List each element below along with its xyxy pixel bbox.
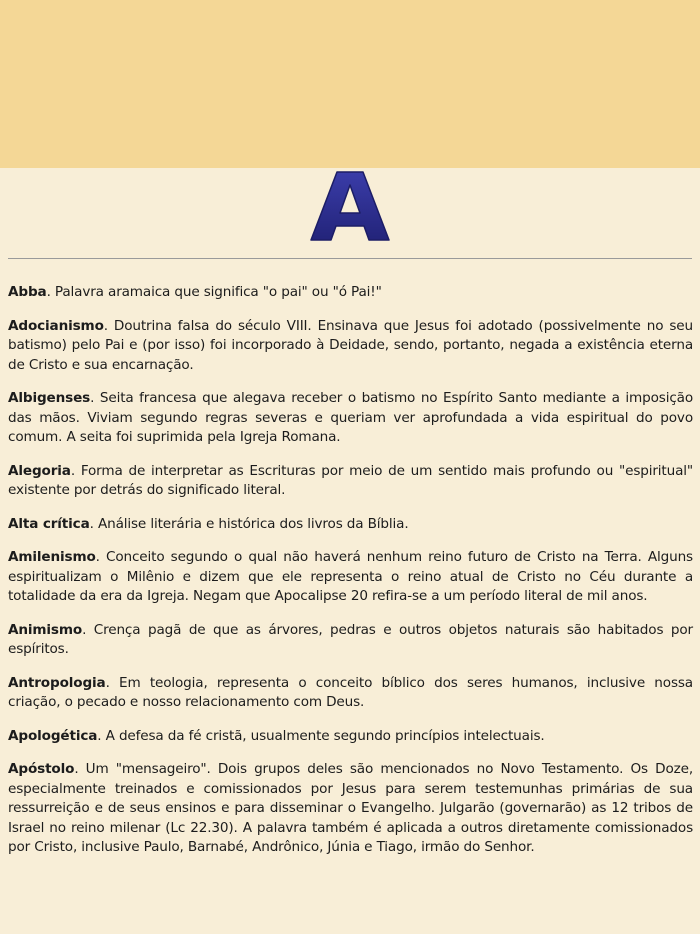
- glossary-entry-antropologia: [8, 674, 693, 713]
- entry-definition: . Forma de interpretar as Escrituras por meio de um sentido mais profundo ou "espiritual" existente por detrás do significado literal.: [8, 462, 693, 498]
- glossary-entry-alta-critica: [8, 515, 693, 535]
- entry-definition: . Crença pagã de que as árvores, pedras e outros objetos naturais são habitados por espíritos.: [8, 621, 693, 657]
- entry-term: Abba: [8, 284, 47, 300]
- glossary-entry-alegoria: [8, 462, 693, 501]
- header-band: [0, 0, 700, 168]
- entry-definition: . A defesa da fé cristã, usualmente segundo princípios intelectuais.: [97, 727, 545, 744]
- glossary-entry-apostolo: [8, 760, 693, 858]
- entry-definition: . Seita francesa que alegava receber o batismo no Espírito Santo mediante a imposição das mãos. Viviam segundo regras severas e queriam ver aprofundada a vida espiritual do povo comum. A seita foi suprimida pela Igreja Romana.: [8, 390, 693, 445]
- glossary-entry-abba: [8, 283, 693, 303]
- entry-definition: . Doutrina falsa do século VIII. Ensinava que Jesus foi adotado (possivelmente no seu batismo) pelo Pai e (por isso) foi incorporado à Deidade, sendo, portanto, negada a existência eterna de Cristo e sua encarnação.: [8, 317, 693, 373]
- entry-term: Alegoria: [8, 462, 71, 479]
- glossary-entry-animismo: [8, 621, 693, 660]
- entry-definition: . Análise literária e histórica dos livros da Bíblia.: [89, 515, 409, 532]
- section-letter-a: [310, 171, 390, 241]
- entry-term: Apologética: [8, 727, 98, 744]
- entry-term: Animismo: [8, 621, 83, 638]
- entry-term: Antropologia: [8, 674, 106, 691]
- entry-definition: . Palavra aramaica que significa "o pai" ou "ó Pai!": [46, 284, 382, 300]
- entry-definition: . Conceito segundo o qual não haverá nenhum reino futuro de Cristo na Terra. Alguns espiritualizam o Milênio e dizem que ele representa o reino atual de Cristo no Céu durante a totalidade da era da Igreja. Negam que Apocalipse 20 refira-se a um período literal de mil anos.: [8, 549, 693, 604]
- entry-term: Albigenses: [8, 390, 91, 406]
- section-letter-container: [0, 168, 700, 258]
- header-divider: [8, 258, 692, 259]
- glossary-list: [8, 283, 693, 872]
- glossary-entry-albigenses: [8, 389, 693, 448]
- entry-term: Alta crítica: [8, 515, 90, 532]
- entry-definition: . Em teologia, representa o conceito bíblico dos seres humanos, inclusive nossa criação, o pecado e nosso relacionamento com Deus.: [8, 674, 693, 710]
- glossary-entry-amilenismo: [8, 548, 693, 607]
- entry-term: Adocianismo: [8, 317, 104, 334]
- entry-term: Apóstolo: [8, 761, 75, 777]
- glossary-entry-apologetica: [8, 727, 693, 747]
- entry-term: Amilenismo: [8, 549, 96, 565]
- glossary-entry-adocianismo: [8, 317, 693, 376]
- entry-definition: . Um "mensageiro". Dois grupos deles são mencionados no Novo Testamento. Os Doze, especialmente treinados e comissionados por Jesus para serem testemunhas primárias de sua ressurreição e de seus ensinos e para disseminar o Evangelho. Julgarão (governarão) as 12 tribos de Israel no reino milenar (Lc 22.30). A palavra também é aplicada a outros diretamente comissionados por Cristo, inclusive Paulo, Barnabé, Andrônico, Júnia e Tiago, irmão do Senhor.: [8, 761, 693, 855]
